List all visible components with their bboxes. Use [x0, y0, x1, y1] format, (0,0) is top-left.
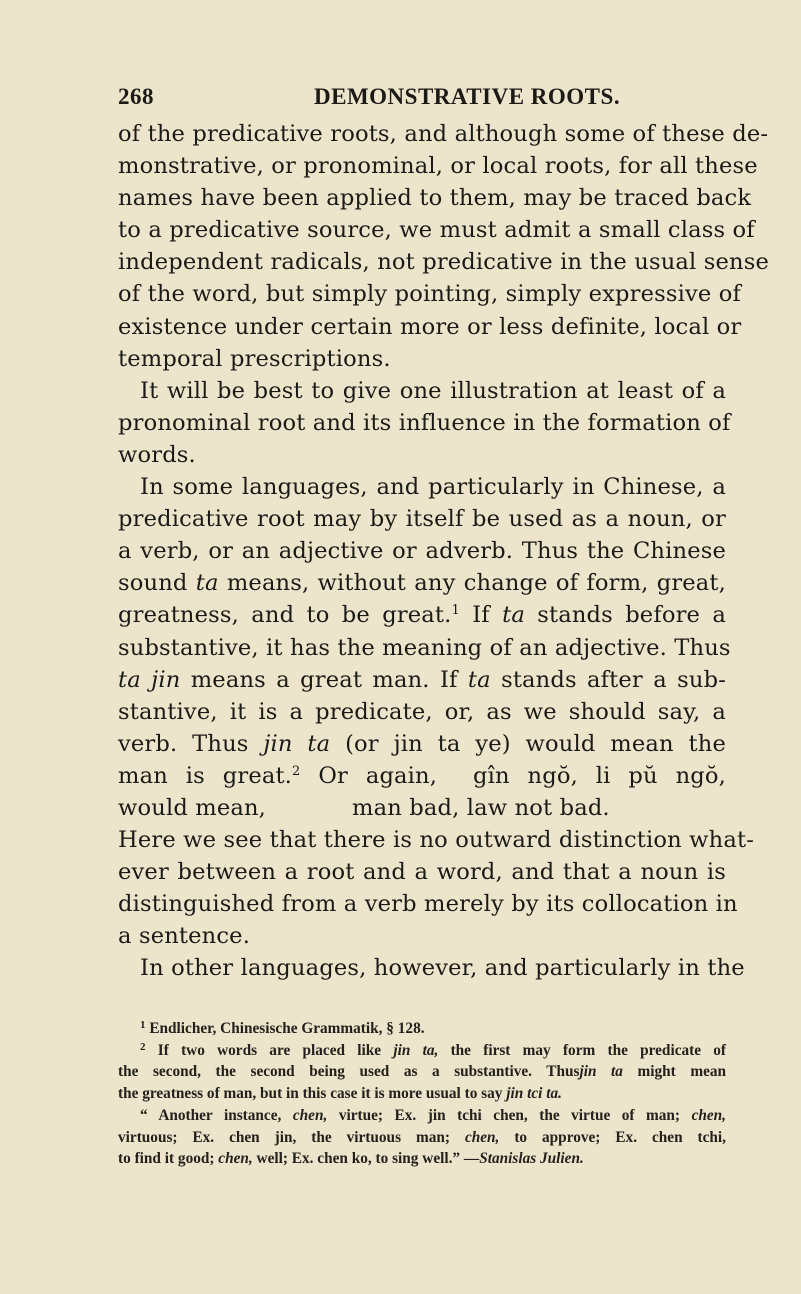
footnote-text: the second, the second being used as a substantive. Thus: [118, 1063, 580, 1081]
phrase-ta-jin: ta jin: [118, 666, 181, 693]
text-line: distinguished from a verb merely by its collocation in: [118, 891, 738, 918]
phrase-jin-ta: jin ta: [263, 730, 331, 757]
text-line: predicative root may by itself be used as a noun, or: [118, 506, 726, 533]
text-line: of the predicative roots, and although some of these de-: [118, 121, 769, 147]
footnote-mark: 2: [140, 1040, 146, 1053]
text-line: substantive, it has the meaning of an adjective. Thus: [118, 634, 731, 661]
text-span: sound: [118, 570, 188, 597]
text-line: It will be best to give one illustration at least of a: [140, 377, 726, 404]
footnote-text: the first may form the predicate of: [450, 1041, 727, 1059]
footnote-2-line: [118, 1148, 726, 1170]
text-line: [118, 760, 726, 792]
footnote-italic: chen,: [464, 1128, 500, 1146]
footnote-text: might mean: [637, 1063, 727, 1081]
text-span: Or again,: [318, 762, 438, 789]
text-span: verb. Thus: [118, 730, 249, 757]
text-line: [118, 599, 726, 631]
word-ta: ta: [467, 666, 491, 693]
text-line: monstrative, or pronominal, or local roots, for all these: [118, 153, 758, 180]
footnote-2-line: [118, 1061, 726, 1083]
text-span: (or jin ta ye) would mean the: [345, 730, 726, 757]
footnote-mark: 1: [140, 1019, 146, 1031]
text-line: stantive, it is a predicate, or, as we should say, a: [118, 698, 726, 725]
text-line: pronominal root and its influence in the formation of: [118, 409, 731, 436]
footnote-1: [118, 1018, 726, 1040]
footnote-2-line: [118, 1083, 726, 1105]
text-line: names have been applied to them, may be traced back: [118, 185, 752, 212]
text-span: would mean,: [118, 794, 267, 821]
footnote-text: If two words are placed like: [157, 1041, 382, 1059]
text-line: existence under certain more or less definite, local or: [118, 313, 742, 340]
page-number: 268: [118, 84, 154, 109]
footnote-2-line: [118, 1127, 726, 1149]
page-header: [118, 80, 728, 114]
text-line: temporal prescriptions.: [118, 345, 391, 372]
text-line: a sentence.: [118, 923, 251, 950]
text-span: stands before a: [537, 602, 726, 629]
text-line: independent radicals, not predicative in the usual sense: [118, 249, 769, 276]
footnote-text: virtuous; Ex. chen jin, the virtuous man;: [118, 1128, 450, 1146]
footnote-text: “ Another instance,: [140, 1106, 282, 1124]
text-line: Here we see that there is no outward distinction what-: [118, 827, 754, 854]
footnote-italic: chen,: [292, 1106, 328, 1124]
word-ta: ta: [195, 570, 219, 597]
footnote-italic: jin ta,: [393, 1041, 439, 1059]
text-line: [118, 664, 726, 696]
footnote-ref-2: 2: [292, 763, 301, 779]
footnote-text: well; Ex. chen ko, to sing well.” —: [256, 1150, 480, 1168]
footnote-text: to find it good;: [118, 1150, 215, 1168]
footnote-text: Endlicher, Chinesische Grammatik, § 128.: [149, 1020, 425, 1037]
text-span: If: [472, 602, 490, 629]
chinese-example: gîn ngŏ, li pŭ ngŏ,: [472, 762, 726, 789]
footnote-text: virtue; Ex. jin tchi chen, the virtue of man;: [338, 1106, 681, 1124]
example-gloss: man bad, law not bad.: [352, 794, 610, 821]
word-ta: ta: [502, 602, 525, 629]
footnote-text: to approve; Ex. chen tchi,: [514, 1128, 726, 1146]
text-line: In other languages, however, and particularly in the: [140, 955, 745, 982]
footnote-2-line: [118, 1040, 726, 1062]
text-line: of the word, but simply pointing, simply expressive of: [118, 281, 742, 308]
text-line: [118, 567, 726, 599]
text-line: [118, 728, 726, 760]
text-line: In some languages, and particularly in Chinese, a: [140, 474, 726, 501]
text-span: greatness, and to be great.: [118, 602, 452, 629]
body-text: [118, 118, 769, 985]
footnote-italic: chen,: [218, 1150, 253, 1168]
footnote-italic: chen,: [691, 1106, 726, 1124]
footnote-2-line: [118, 1105, 726, 1127]
text-line: words.: [118, 441, 196, 468]
footnote-author: Stanislas Julien.: [479, 1150, 584, 1168]
footnotes: [118, 1018, 726, 1170]
text-line: a verb, or an adjective or adverb. Thus the Chinese: [118, 538, 726, 565]
text-line: [118, 792, 726, 824]
running-title: DEMONSTRATIVE ROOTS.: [314, 84, 621, 109]
text-line: to a predicative source, we must admit a small class of: [118, 217, 755, 244]
footnote-ref-1: 1: [451, 603, 460, 619]
text-line: ever between a root and a word, and that a noun is: [118, 859, 726, 886]
footnote-text: the greatness of man, but in this case it is more usual to say: [118, 1085, 503, 1103]
footnote-italic: jin tci ta.: [506, 1085, 562, 1103]
text-span: means, without any change of form, great,: [226, 570, 726, 597]
footnote-italic: jin ta: [579, 1063, 623, 1081]
text-span: means a great man. If: [190, 666, 458, 693]
text-span: man is great.: [118, 762, 293, 789]
text-span: stands after a sub-: [501, 666, 726, 693]
